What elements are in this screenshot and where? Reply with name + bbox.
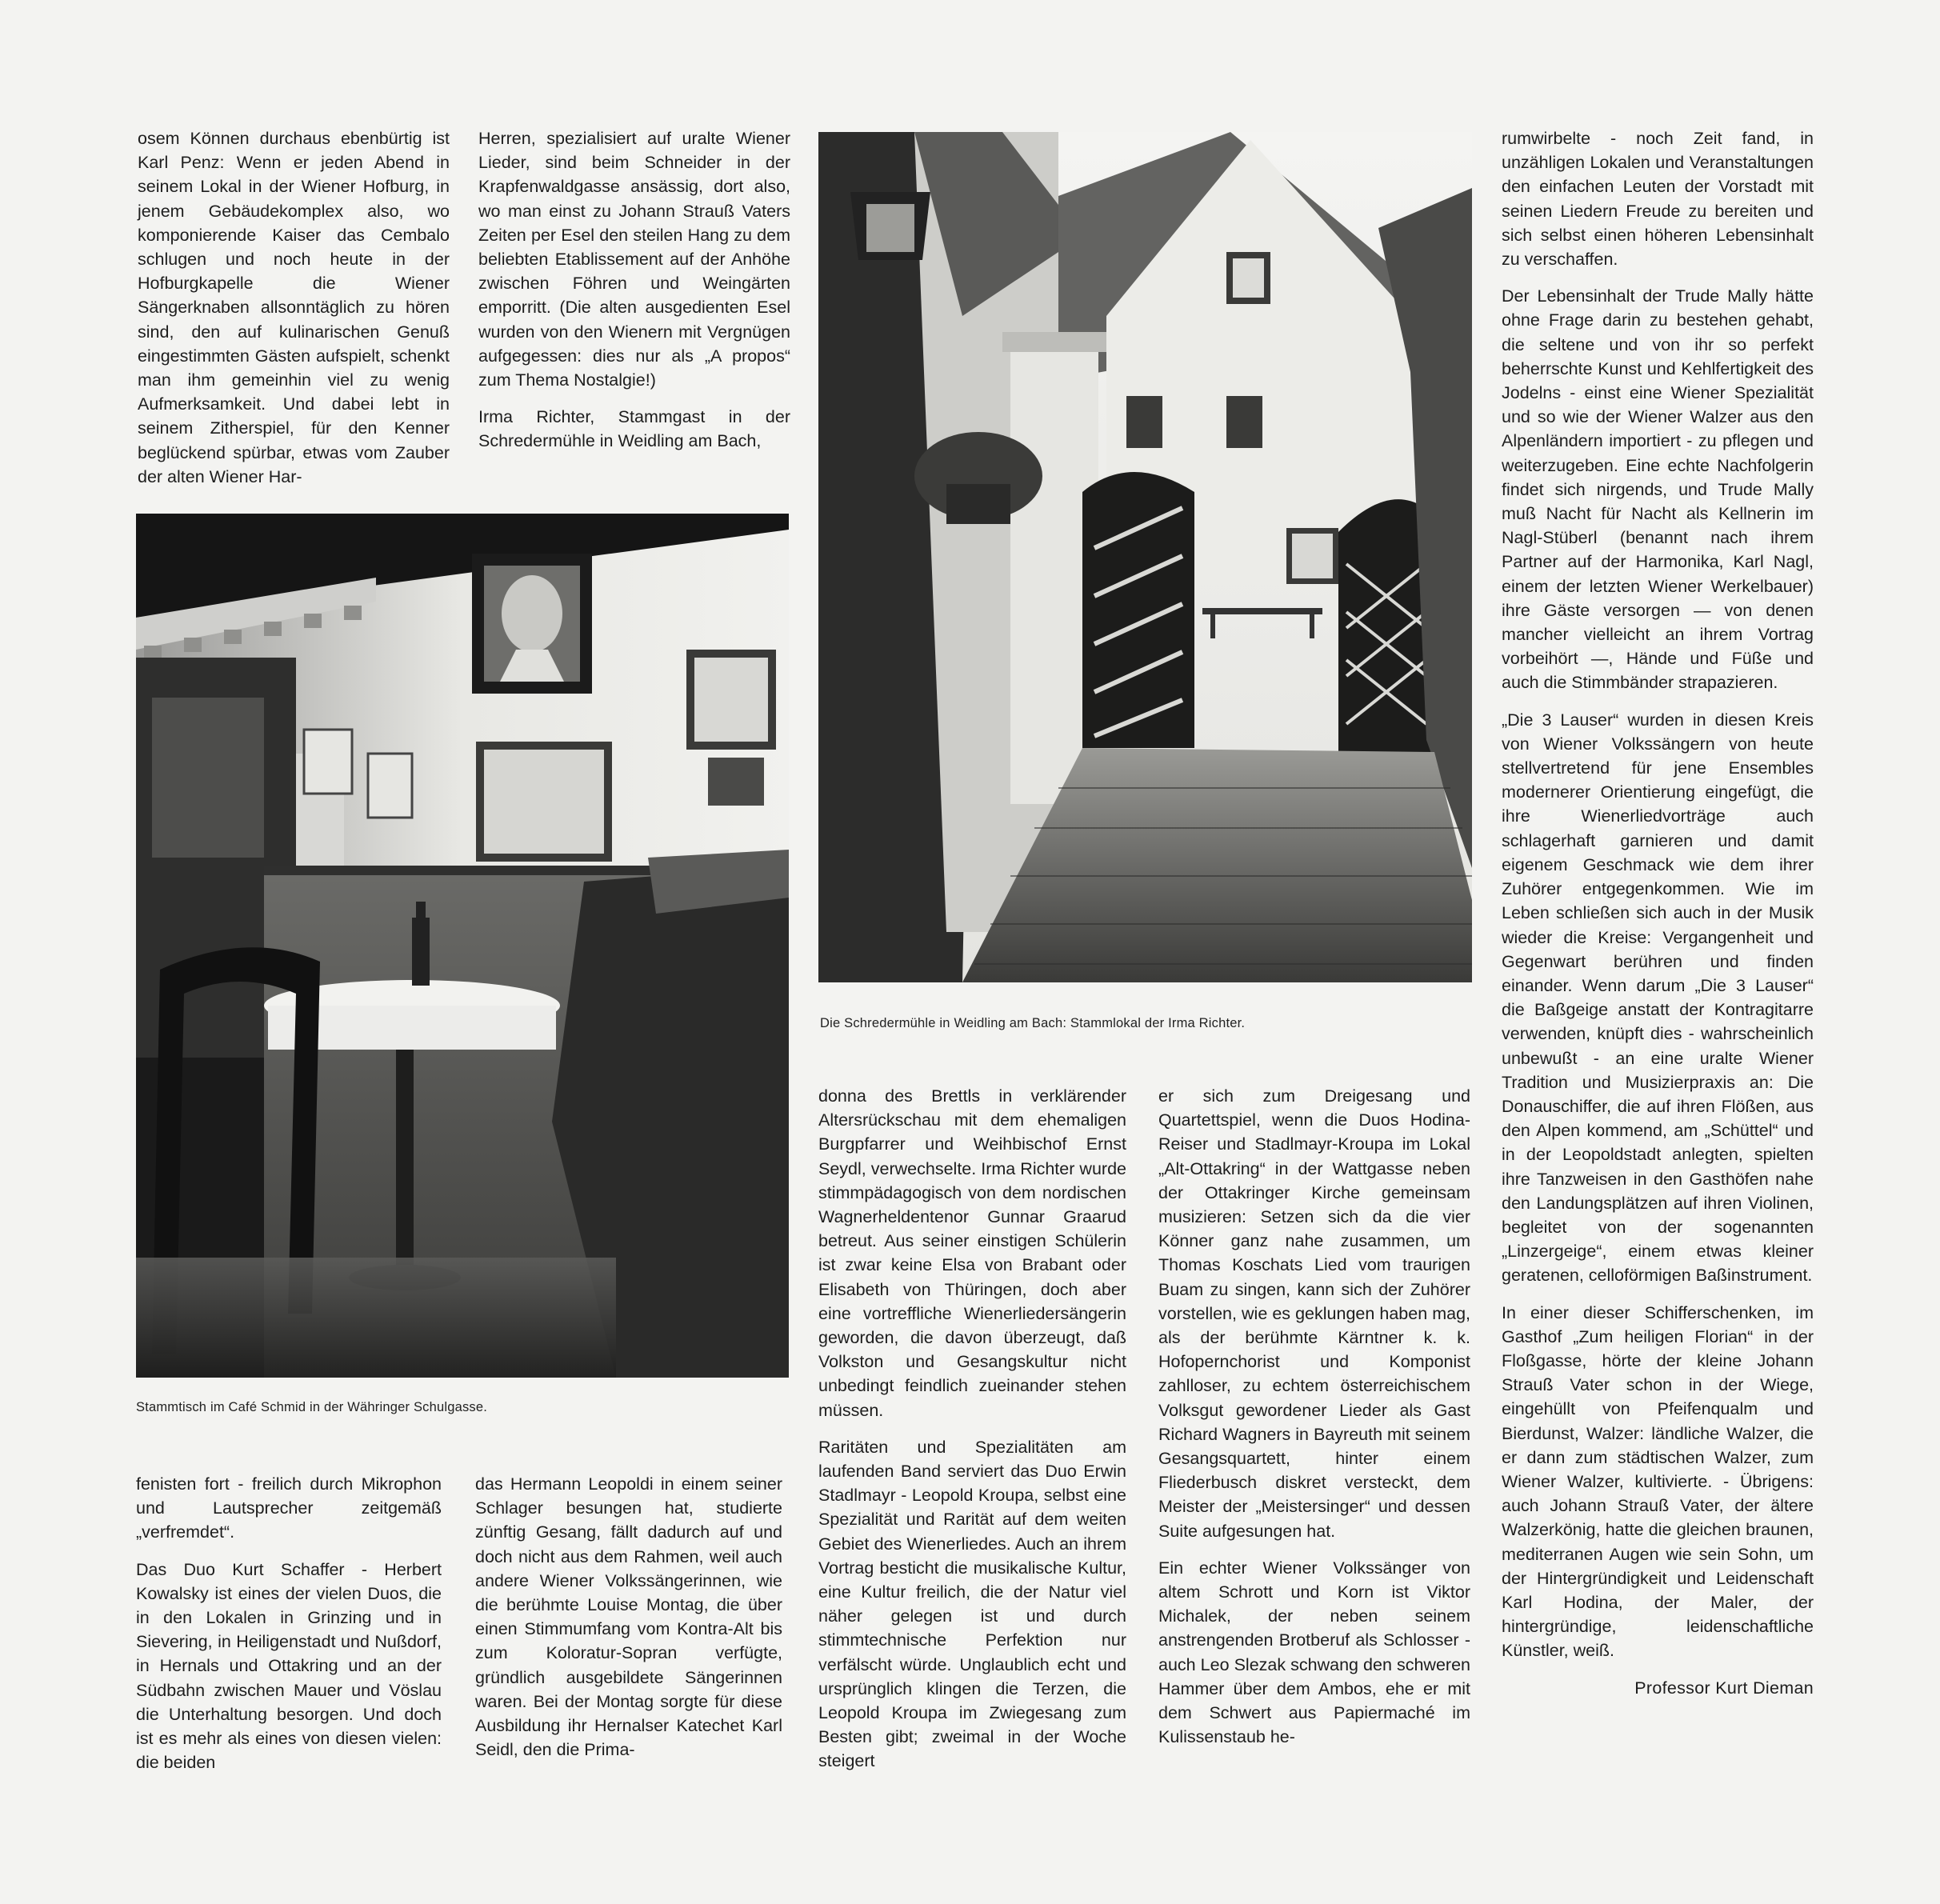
paragraph: er sich zum Dreigesang und Quartettspiel, wenn die Duos Hodina-Reiser und Stadlmayr-Kroupa im Lokal „Alt-Ottakring“ in der Wattgasse neben der Ottakringer Kirche gemeinsam musizieren: Setzen sich da die vier Könner ganz nahe zusammen, um Thomas Koschats Lied vom traurigen Buam zu singen, kann sich der Zuhörer vorstellen, wie es geklungen haben mag, als der berühmte Kärntner k. k. Hofopernchorist und Komponist zahlloser, zu echtem österreichischem Volksgut gewordener Lieder als Gast Richard Wagners in Bayreuth mit seinem Gesangsquartett, hinter einem Fliederbusch diskret versteckt, dem Meister der „Meistersinger“ und dessen Suite aufgesungen hat. (1158, 1086, 1470, 1541)
paragraph: Irma Richter, Stammgast in der Schredermühle in Weidling am Bach, (478, 407, 790, 451)
author-signature: Professor Kurt Dieman (1634, 1678, 1814, 1698)
photo-caption-right: Die Schredermühle in Weidling am Bach: Stammlokal der Irma Richter. (820, 1016, 1246, 1030)
paragraph: donna des Brettls in verklärender Altersrückschau mit dem ehemaligen Burgpfarrer und Weihbischof Ernst Seydl, verwechselte. Irma Richter wurde stimmpädagogisch von dem nordischen Wagnerheldentenor Gunnar Graarud betreut. Aus seiner einstigen Schülerin ist zwar keine Elsa von Brabant oder Elisabeth von Thüringen, doch aber eine vortreffliche Wienerliedersängerin geworden, die davon überzeugt, daß Volkston und Gesangskultur nicht unbedingt feindlich zueinander stehen müssen. (818, 1086, 1126, 1420)
paragraph: osem Können durchaus ebenbürtig ist Karl Penz: Wenn er jeden Abend in seinem Lokal in der Wiener Hofburg, in jenem Gebäudekomplex also, wo komponierende Kaiser das Cembalo schlugen und noch heute in der Hofburgkapelle die Wiener Sängerknaben allsonntäglich zu hören sind, den auf kulinarischen Genuß eingestimmten Gästen aufspielt, schenkt man ihm gemeinhin viel zu wenig Aufmerksamkeit. Und dabei lebt in seinem Zitherspiel, für den Kenner beglückend spürbar, etwas vom Zauber der alten Wiener Har- (138, 129, 450, 486)
paragraph: fenisten fort - freilich durch Mikrophon und Lautsprecher zeitgemäß „verfremdet“. (136, 1474, 442, 1542)
col2-top-text (478, 126, 790, 466)
paragraph: Ein echter Wiener Volkssänger von altem Schrott und Korn ist Viktor Michalek, der neben seinem anstrengenden Brotberuf als Schlosser - auch Leo Slezak schwang den schweren Hammer über dem Ambos, ehe er mit dem Schwert aus Papiermaché im Kulissenstaub he- (1158, 1558, 1470, 1747)
cafe-interior-photo (136, 514, 789, 1378)
col3-mid-text (818, 1084, 1126, 1786)
col4-text (1502, 126, 1814, 1700)
paragraph: das Hermann Leopoldi in einem seiner Schlager besungen hat, studierte zünftig Gesang, fällt dadurch auf und doch nicht aus dem Rahmen, weil auch andere Wiener Volkssängerinnen, wie die berühmte Louise Montag, die über einen Stimmumfang vom Kontra-Alt bis zum Koloratur-Sopran verfügte, gründlich ausgebildete Sängerinnen waren. Bei der Montag sorgte für diese Ausbildung ihr Hernalser Katechet Karl Seidl, den die Prima- (475, 1474, 782, 1760)
courtyard-photo (818, 132, 1472, 982)
col1-bottom-text (136, 1472, 442, 1787)
col1-top-text (138, 126, 450, 502)
paragraph: „Die 3 Lauser“ wurden in diesen Kreis von Wiener Volkssängern von heute stellvertretend für jene Ensembles modernerer Orientierung eingefügt, die ihre Wienerliedvorträge auch schlagerhaft garnieren und damit eigenem Geschmack wie dem ihrer Zuhörer entgegenkommen. Wie im Leben schließen sich auch in der Musik wieder die Kreise: Vergangenheit und Gegenwart berühren und finden einander. Wenn darum „Die 3 Lauser“ die Baßgeige anstatt der Kontragitarre verwenden, knüpft dies - wahrscheinlich unbewußt - an eine uralte Wiener Tradition und Musizierpraxis an: Die Donauschiffer, die auf ihren Flößen, aus den Alpen kommend, am „Schüttel“ und in der Leopoldstadt anlegten, spielten ihre Tanzweisen in den Gasthöfen nahe den Landungsplätzen auf ihren Violinen, begleitet von der sogenannten „Linzergeige“, einem etwas kleiner geratenen, celloförmigen Baßinstrument. (1502, 710, 1814, 1286)
photo-caption-left: Stammtisch im Café Schmid in der Währinger Schulgasse. (136, 1400, 488, 1414)
paragraph: Herren, spezialisiert auf uralte Wiener Lieder, sind beim Schneider in der Krapfenwaldgasse ansässig, dort also, wo man einst zu Johann Strauß Vaters Zeiten per Esel den steilen Hang zu dem beliebten Etablissement auf der Anhöhe zwischen Föhren und Weingärten emporritt. (Die alten ausgedienten Esel wurden von den Wienern mit Vergnügen aufgegessen: dies nur als „A propos“ zum Thema Nostalgie!) (478, 129, 790, 390)
paragraph: In einer dieser Schifferschenken, im Gasthof „Zum heiligen Florian“ in der Floßgasse, hörte der kleine Johann Strauß Vater schon in der Wiege, eingehüllt von Pfeifenqualm und Bierdunst, Walzer: ländliche Walzer, die er dann zum städtischen Walzer, zum Wiener Walzer, kultivierte. - Übrigens: auch Johann Strauß Vater, der ältere Walzerkönig, hatte die gleichen braunen, mediterranen Augen wie sein Sohn, um der Hintergründigkeit und Leidenschaft Karl Hodina, der Maler, der hintergründige, leidenschaftliche Künstler, weiß. (1502, 1302, 1814, 1661)
col3b-mid-text (1158, 1084, 1470, 1762)
paragraph: rumwirbelte - noch Zeit fand, in unzähligen Lokalen und Veranstaltungen den einfachen Leuten der Vorstadt mit seinen Liedern Freude zu bereiten und sich selbst einen höheren Lebensinhalt zu verschaffen. (1502, 129, 1814, 270)
col2-bottom-text (475, 1472, 782, 1774)
paragraph: Der Lebensinhalt der Trude Mally hätte ohne Frage darin zu bestehen gehabt, die seltene und von ihr so perfekt beherrschte Kunst und Kehlfertigkeit des Jodelns - einst eine Wiener Spezialität und so wie der Wiener Walzer aus den Alpenländern importiert - zu pflegen und weiterzugeben. Eine echte Nachfolgerin findet sich nirgends, und Trude Mally muß Nacht für Nacht als Kellnerin im Nagl-Stüberl (benannt nach ihrem Partner auf der Harmonika, Karl Nagl, einem der letzten Wiener Werkelbauer) ihre Gäste versorgen — von denen mancher vielleicht an ihrem Vortrag vorbeihört —, Hände und Füße und auch die Stimmbänder strapazieren. (1502, 286, 1814, 693)
paragraph: Raritäten und Spezialitäten am laufenden Band serviert das Duo Erwin Stadlmayr - Leopold Kroupa, selbst eine Spezialität und Rarität auf dem weiten Gebiet des Wienerliedes. Auch an ihrem Vortrag besticht die musikalische Kultur, eine Kultur freilich, die der Natur viel näher gelegen ist und durch stimmtechnische Perfektion nur verfälscht würde. Unglaublich echt und ursprünglich klingen die Terzen, die Leopold Kroupa im Zwiegesang zum Besten gibt; zweimal in der Woche steigert (818, 1437, 1126, 1771)
paragraph: Das Duo Kurt Schaffer - Herbert Kowalsky ist eines der vielen Duos, die in den Lokalen in Grinzing und in Sievering, in Heiligenstadt und Nußdorf, in Hernals und Ottakring und an der Südbahn zwischen Mauer und Vöslau die Unterhaltung besorgen. Und doch ist es mehr als eines von diesen vielen: die beiden (136, 1559, 442, 1773)
